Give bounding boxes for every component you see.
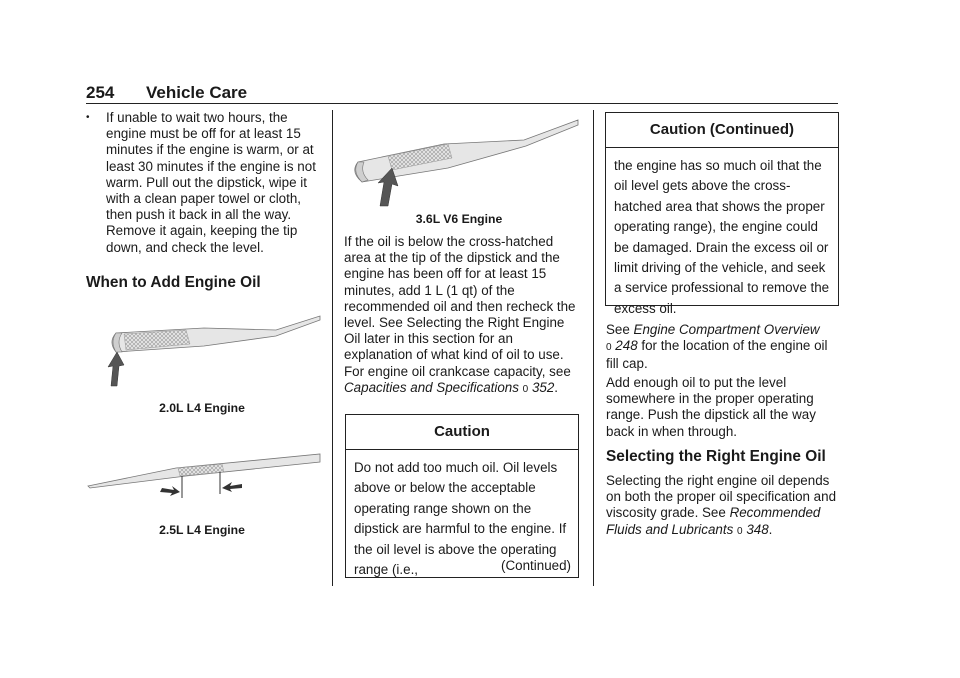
arrow-icon [222, 482, 242, 492]
heading-when-to-add-oil: When to Add Engine Oil [86, 274, 261, 291]
caption-3-6l: 3.6L V6 Engine [415, 212, 503, 226]
caption-2-5l: 2.5L L4 Engine [159, 523, 245, 537]
heading-selecting-right-oil: Selecting the Right Engine Oil [606, 448, 826, 465]
page-number: 254 [86, 83, 115, 102]
dipstick-2-5l-illustration [86, 446, 322, 502]
paragraph-see-engine-compartment [606, 322, 840, 373]
period: . [554, 379, 559, 395]
header-rule [86, 103, 838, 104]
ref-engine-compartment-link[interactable]: Engine Compartment Overview [633, 322, 820, 337]
ref-recommended-fluids-link[interactable]: Recommended Fluids and Lubricants [606, 505, 821, 537]
page-ref-348[interactable]: 348 [746, 521, 769, 537]
bullet-item [86, 110, 322, 256]
page-ref-arrow-icon: 0 [737, 525, 743, 537]
page-ref-248[interactable]: 248 [615, 338, 638, 354]
paragraph-text: If the oil is below the cross-hatched area at the tip of the dipstick and the engine has been off for at least 15 minutes, add 1 L (1 qt) of the recommended oil and then recheck the level. See Selecting the Right Engine Oil later in this section for an explanation of what kind of oil to use. For engine oil crankcase capacity, see [344, 234, 576, 379]
paragraph-selecting-oil [606, 473, 840, 540]
caution-continued-title: Caution (Continued) [606, 113, 838, 148]
page-ref-arrow-icon: 0 [606, 342, 612, 354]
section-title: Vehicle Care [146, 83, 248, 102]
paragraph-text: Selecting the right engine oil depends on both the proper oil specification and viscosity grade. See [606, 473, 837, 521]
caution-continued-body: the engine has so much oil that the oil level gets above the cross-hatched area that shows the proper operating range), the engine could be damaged. Drain the excess oil or limit driving of the vehicle, and seek a service professional to remove the excess oil. [614, 158, 830, 316]
caution-continued-box [605, 112, 839, 316]
bullet-text: If unable to wait two hours, the engine must be off for at least 15 minutes if the engine is warm, or at least 30 minutes if the engine is not warm. Pull out the dipstick, wipe it with a clean paper towel or cloth, then push it back in all the way. Remove it again, keeping the tip down, and check the level. [106, 110, 316, 255]
page-ref-352[interactable]: 352 [531, 379, 555, 395]
caution-box [345, 414, 579, 578]
page-ref-arrow-icon: 0 [522, 383, 529, 395]
column-divider-left [332, 110, 333, 586]
column-divider-right [593, 110, 594, 586]
paragraph-text: for the location of the engine oil fill cap. [606, 338, 828, 372]
see-text: See [606, 322, 634, 337]
caption-2-0l: 2.0L L4 Engine [159, 401, 245, 415]
paragraph-add-enough-oil: Add enough oil to put the level somewhere in the proper operating range. Push the dipstick all the way back in when through. [606, 375, 816, 439]
caution-body: Do not add too much oil. Oil levels above or below the acceptable operating range shown on the dipstick are harmful to the engine. If the oil level is above the operating range (i.e., [354, 460, 567, 578]
continued-label: (Continued) [501, 558, 571, 573]
caution-title: Caution [346, 415, 578, 450]
ref-capacities-link[interactable]: Capacities and Specifications [344, 379, 519, 395]
paragraph-oil-below-range [344, 234, 578, 398]
arrow-icon [160, 486, 180, 496]
bullet-mark: • [86, 112, 90, 123]
period: . [768, 521, 773, 537]
arrow-icon [108, 352, 124, 386]
dipstick-3-6l-illustration [344, 110, 580, 210]
dipstick-2-0l-illustration [86, 308, 322, 392]
